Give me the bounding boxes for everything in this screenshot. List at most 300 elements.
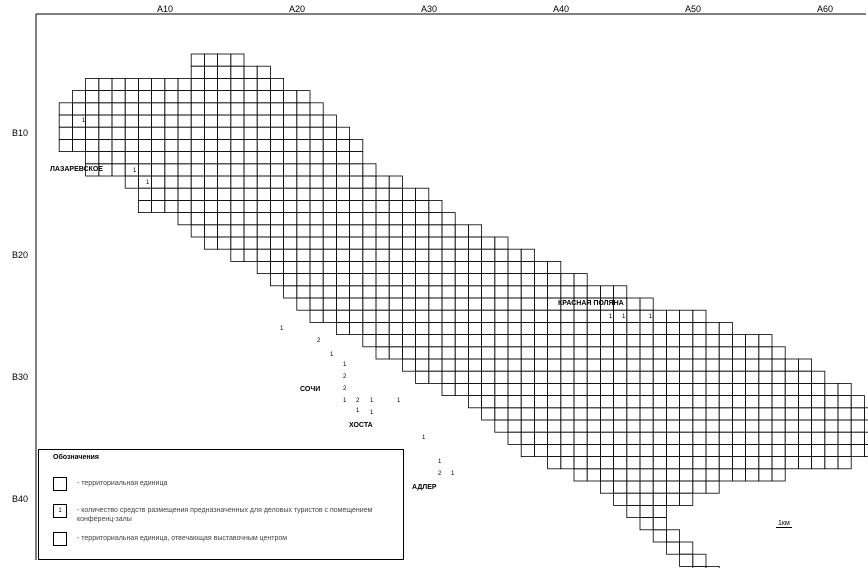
grid-cell [653, 408, 666, 420]
grid-cell [350, 164, 363, 176]
grid-cell [759, 335, 772, 347]
grid-cell [653, 493, 666, 505]
grid-cell [548, 444, 561, 456]
grid-cell [297, 188, 310, 200]
grid-cell [680, 335, 693, 347]
grid-cell [548, 457, 561, 469]
grid-cell [152, 152, 165, 164]
grid-cell [548, 371, 561, 383]
grid-cell [138, 91, 151, 103]
grid-cell [125, 152, 138, 164]
grid-cell [257, 152, 270, 164]
grid-cell [666, 335, 679, 347]
grid-cell [257, 261, 270, 273]
grid-cell [495, 261, 508, 273]
grid-cell [838, 383, 851, 395]
grid-cell [693, 335, 706, 347]
grid-cell [429, 310, 442, 322]
cell-count: 1 [422, 435, 426, 441]
grid-cell [666, 310, 679, 322]
grid-cell [138, 176, 151, 188]
legend-count-label: - количество средств размещения предназначенных для деловых туристов с помещением конференц-залы [77, 507, 373, 523]
grid-cell [152, 200, 165, 212]
grid-cell [785, 457, 798, 469]
grid-cell [125, 164, 138, 176]
grid-cell [680, 420, 693, 432]
grid-cell [218, 237, 231, 249]
grid-cell [666, 347, 679, 359]
grid-cell [653, 359, 666, 371]
grid-cell [561, 322, 574, 334]
grid-cell [350, 322, 363, 334]
grid-cell [429, 298, 442, 310]
grid-cell [864, 444, 868, 456]
grid-cell [257, 249, 270, 261]
grid-cell [297, 261, 310, 273]
grid-cell [706, 335, 719, 347]
grid-cell [508, 261, 521, 273]
grid-cell [772, 383, 785, 395]
grid-cell [244, 139, 257, 151]
grid-cell [495, 371, 508, 383]
grid-cell [244, 127, 257, 139]
grid-cell [138, 127, 151, 139]
grid-cell [548, 286, 561, 298]
grid-cell [191, 200, 204, 212]
grid-cell [72, 139, 85, 151]
grid-cell [442, 371, 455, 383]
grid-cell [680, 359, 693, 371]
grid-cell [336, 310, 349, 322]
grid-cell [270, 91, 283, 103]
grid-cell [165, 139, 178, 151]
grid-cell [653, 530, 666, 542]
grid-cell [666, 408, 679, 420]
grid-cell [482, 396, 495, 408]
grid-cell [376, 286, 389, 298]
grid-cell [600, 359, 613, 371]
legend-count-swatch: 1 [53, 504, 67, 518]
grid-cell [165, 78, 178, 90]
grid-cell [614, 457, 627, 469]
grid-cell [798, 383, 811, 395]
col-label-a40: A40 [553, 4, 570, 14]
grid-cell [429, 359, 442, 371]
grid-cell [746, 359, 759, 371]
grid-cell [534, 261, 547, 273]
grid-cell [389, 261, 402, 273]
grid-cell [178, 78, 191, 90]
grid-cell [640, 298, 653, 310]
grid-cell [772, 420, 785, 432]
grid-cell [666, 359, 679, 371]
grid-cell [218, 176, 231, 188]
grid-cell [204, 176, 217, 188]
cell-count: 1 [330, 352, 334, 358]
grid-cell [666, 530, 679, 542]
grid-cell [336, 200, 349, 212]
grid-cell [468, 261, 481, 273]
grid-cell [680, 469, 693, 481]
grid-cell [310, 139, 323, 151]
grid-cell [574, 359, 587, 371]
grid-cell [178, 127, 191, 139]
grid-cell [785, 444, 798, 456]
grid-cell [178, 200, 191, 212]
grid-cell [402, 298, 415, 310]
grid-cell [772, 371, 785, 383]
grid-cell [666, 420, 679, 432]
grid-cell [534, 371, 547, 383]
grid-cell [508, 396, 521, 408]
grid-cell [521, 408, 534, 420]
grid-cell [218, 188, 231, 200]
grid-cell [759, 469, 772, 481]
grid-cell [178, 103, 191, 115]
grid-cell [574, 408, 587, 420]
grid-cell [152, 103, 165, 115]
grid-cell [350, 237, 363, 249]
grid-cell [521, 298, 534, 310]
grid-cell [165, 152, 178, 164]
grid-cell [653, 505, 666, 517]
grid-cell [152, 91, 165, 103]
grid-cell [561, 371, 574, 383]
grid-cell [666, 383, 679, 395]
grid-cell [165, 200, 178, 212]
grid-cell [218, 103, 231, 115]
grid-cell [442, 322, 455, 334]
grid-cell [600, 347, 613, 359]
grid-cell [112, 91, 125, 103]
grid-cell [363, 164, 376, 176]
grid-cell [270, 78, 283, 90]
grid-cell [455, 225, 468, 237]
grid-cell [561, 310, 574, 322]
grid-cell [112, 103, 125, 115]
grid-cell [416, 347, 429, 359]
grid-cell [746, 335, 759, 347]
grid-cell [178, 164, 191, 176]
grid-cell [323, 139, 336, 151]
grid-cell [482, 310, 495, 322]
grid-cell [495, 396, 508, 408]
grid-cell [363, 213, 376, 225]
grid-cell [284, 103, 297, 115]
grid-cell [138, 78, 151, 90]
grid-cell [270, 127, 283, 139]
grid-cell [640, 432, 653, 444]
grid-cell [389, 225, 402, 237]
grid-cell [600, 286, 613, 298]
grid-cell [284, 164, 297, 176]
grid-cell [600, 469, 613, 481]
grid-cell [257, 188, 270, 200]
grid-cell [851, 396, 864, 408]
grid-cell [640, 481, 653, 493]
grid-cell [178, 213, 191, 225]
grid-cell [416, 310, 429, 322]
grid-cell [706, 481, 719, 493]
grid-cell [389, 347, 402, 359]
grid-cell [759, 420, 772, 432]
place-lazarevskoe: ЛАЗАРЕВСКОЕ [50, 166, 103, 173]
grid-cell [838, 432, 851, 444]
grid-cell [350, 310, 363, 322]
grid-cell [231, 78, 244, 90]
grid-cell [534, 274, 547, 286]
grid-cell [218, 200, 231, 212]
grid-cell [759, 457, 772, 469]
grid-cell [336, 261, 349, 273]
grid-cell [323, 188, 336, 200]
grid-cell [812, 457, 825, 469]
grid-cell [495, 274, 508, 286]
grid-cell [442, 310, 455, 322]
grid-cell [455, 261, 468, 273]
grid-cell [429, 335, 442, 347]
legend-center-swatch [53, 532, 67, 546]
grid-cell [640, 505, 653, 517]
grid-cell [442, 274, 455, 286]
grid-cell [680, 408, 693, 420]
grid-cell [204, 91, 217, 103]
cell-count: 1 [280, 326, 284, 332]
grid-cell [772, 444, 785, 456]
grid-cell [363, 261, 376, 273]
grid-cell [693, 408, 706, 420]
grid-cell [297, 103, 310, 115]
grid-cell [310, 103, 323, 115]
grid-cell [297, 176, 310, 188]
grid-cell [548, 432, 561, 444]
grid-cell [204, 200, 217, 212]
grid-cell [508, 371, 521, 383]
grid-cell [495, 286, 508, 298]
grid-cell [587, 469, 600, 481]
grid-cell [323, 115, 336, 127]
grid-cell [416, 261, 429, 273]
grid-cell [429, 322, 442, 334]
grid-cell [336, 274, 349, 286]
grid-cell [231, 200, 244, 212]
grid-cell [574, 444, 587, 456]
grid-cell [442, 383, 455, 395]
grid-cell [323, 286, 336, 298]
grid-cell [508, 432, 521, 444]
grid-cell [389, 298, 402, 310]
grid-cell [165, 176, 178, 188]
grid-cell [310, 200, 323, 212]
cell-count: 1 [356, 408, 360, 414]
grid-cell [257, 66, 270, 78]
grid-cell [746, 383, 759, 395]
grid-cell [561, 457, 574, 469]
grid-cell [825, 420, 838, 432]
grid-cell [587, 396, 600, 408]
grid-cell [59, 103, 72, 115]
grid-cell [838, 396, 851, 408]
grid-cell [864, 432, 868, 444]
grid-cell [746, 469, 759, 481]
grid-cell [587, 383, 600, 395]
grid-cell [534, 298, 547, 310]
grid-cell [548, 347, 561, 359]
grid-cell [495, 310, 508, 322]
grid-cell [363, 298, 376, 310]
grid-cell [574, 286, 587, 298]
grid-cell [416, 237, 429, 249]
col-label-a20: A20 [289, 4, 306, 14]
row-label-b40: B40 [12, 494, 29, 504]
grid-cell [244, 237, 257, 249]
grid-cell [257, 78, 270, 90]
grid-cell [587, 286, 600, 298]
grid-cell [746, 444, 759, 456]
grid-cell [350, 261, 363, 273]
grid-cell [244, 115, 257, 127]
grid-cell [402, 249, 415, 261]
grid-cell [99, 127, 112, 139]
grid-cell [204, 213, 217, 225]
grid-cell [561, 432, 574, 444]
grid-cell [244, 66, 257, 78]
grid-cell [772, 396, 785, 408]
grid-cell [376, 213, 389, 225]
grid-cell [297, 152, 310, 164]
grid-cell [627, 347, 640, 359]
grid-cell [389, 274, 402, 286]
grid-cell [508, 347, 521, 359]
grid-cell [864, 408, 868, 420]
grid-cell [693, 359, 706, 371]
grid-cell [706, 383, 719, 395]
grid-cell [693, 396, 706, 408]
grid-cell [125, 78, 138, 90]
grid-cell [112, 164, 125, 176]
grid-cell [574, 371, 587, 383]
grid-cell [495, 237, 508, 249]
grid-cell [851, 444, 864, 456]
grid-cell [732, 359, 745, 371]
grid-cell [152, 78, 165, 90]
grid-cell [442, 213, 455, 225]
grid-cell [614, 286, 627, 298]
grid-cell [416, 200, 429, 212]
grid-cell [640, 347, 653, 359]
grid-cell [666, 432, 679, 444]
cell-count: 2 [343, 374, 347, 380]
grid-cell [732, 396, 745, 408]
grid-cell [389, 176, 402, 188]
grid-cell [284, 274, 297, 286]
grid-cell [204, 54, 217, 66]
cell-count: 2 [438, 471, 442, 477]
cell-count: 1 [451, 471, 455, 477]
grid-cell [732, 432, 745, 444]
grid-cell [732, 420, 745, 432]
grid-cell [798, 457, 811, 469]
grid-cell [627, 408, 640, 420]
grid-cell [719, 347, 732, 359]
grid-cell [706, 408, 719, 420]
grid-cell [86, 103, 99, 115]
grid-cell [508, 383, 521, 395]
grid-cell [191, 66, 204, 78]
grid-cell [270, 200, 283, 212]
grid-cell [376, 298, 389, 310]
grid-cell [719, 371, 732, 383]
grid-cell [548, 274, 561, 286]
grid-cell [244, 176, 257, 188]
grid-cell [759, 359, 772, 371]
grid-cell [376, 310, 389, 322]
grid-cell [310, 237, 323, 249]
grid-cell [614, 408, 627, 420]
grid-cell [204, 66, 217, 78]
grid-cell [746, 396, 759, 408]
grid-cell [165, 188, 178, 200]
grid-cell [310, 310, 323, 322]
grid-cell [112, 139, 125, 151]
grid-cell [86, 152, 99, 164]
grid-cell [270, 176, 283, 188]
grid-cell [759, 444, 772, 456]
grid-cell [416, 286, 429, 298]
grid-cell [587, 347, 600, 359]
row-label-b20: B20 [12, 250, 29, 260]
grid-cell [310, 286, 323, 298]
grid-cell [627, 298, 640, 310]
grid-cell [429, 225, 442, 237]
grid-cell [627, 322, 640, 334]
grid-cell [402, 261, 415, 273]
grid-cell [587, 335, 600, 347]
row-label-b30: B30 [12, 372, 29, 382]
grid-cell [825, 383, 838, 395]
grid-cell [389, 335, 402, 347]
grid-cell [191, 54, 204, 66]
grid-cell [125, 127, 138, 139]
grid-cell [640, 383, 653, 395]
grid-cell [270, 152, 283, 164]
legend-box [38, 449, 404, 560]
grid-cell [732, 371, 745, 383]
grid-cell [244, 152, 257, 164]
grid-cell [138, 164, 151, 176]
grid-cell [482, 408, 495, 420]
grid-cell [402, 188, 415, 200]
grid-cell [231, 66, 244, 78]
grid-cell [323, 310, 336, 322]
grid-cell [350, 139, 363, 151]
place-adler: АДЛЕР [412, 484, 437, 491]
grid-cell [614, 481, 627, 493]
grid-cell [785, 420, 798, 432]
grid-cell [495, 322, 508, 334]
grid-cell [376, 249, 389, 261]
grid-cell [297, 139, 310, 151]
col-label-a10: A10 [157, 4, 174, 14]
grid-cell [495, 420, 508, 432]
grid-cell [363, 274, 376, 286]
grid-cell [297, 91, 310, 103]
grid-cell [838, 420, 851, 432]
grid-cell [284, 127, 297, 139]
grid-cell [812, 396, 825, 408]
grid-cell [363, 310, 376, 322]
grid-cell [548, 408, 561, 420]
